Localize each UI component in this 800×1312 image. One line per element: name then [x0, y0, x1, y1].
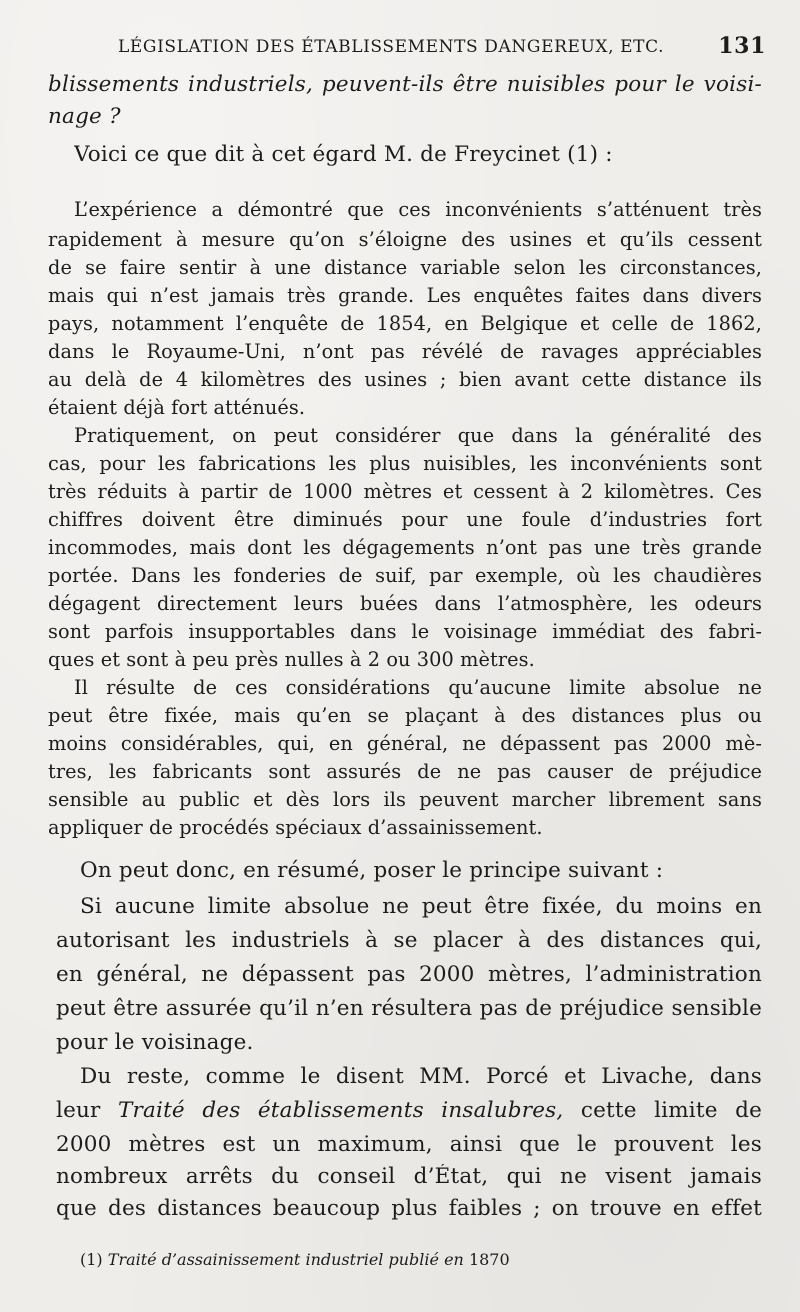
text-line: sont parfois insupportables dans le voisinage immédiat des fabri-	[48, 620, 762, 643]
text-line: incommodes, mais dont les dégagements n’ont pas une très grande	[48, 536, 762, 559]
text-line: mais qui n’est jamais très grande. Les enquêtes faites dans divers	[48, 284, 762, 307]
footnote-text: Traité d’assainissement industriel publié en	[107, 1250, 464, 1269]
text-line: cas, pour les fabrications les plus nuisibles, les inconvénients sont	[48, 452, 762, 475]
text-line: appliquer de procédés spéciaux d’assainissement.	[48, 816, 543, 839]
text-line: très réduits à partir de 1000 mètres et cessent à 2 kilomètres. Ces	[48, 480, 762, 503]
text-line: portée. Dans les fonderies de suif, par exemple, où les chaudières	[48, 564, 762, 587]
text-line: Si aucune limite absolue ne peut être fixée, du moins en	[80, 894, 762, 919]
text-line: moins considérables, qui, en général, ne dépassent pas 2000 mè-	[48, 732, 762, 755]
text-line: de se faire sentir à une distance variable selon les circonstances,	[48, 256, 762, 279]
text-line: peut être assurée qu’il n’en résultera pas de préjudice sensible	[56, 996, 762, 1021]
text-segment: leur	[56, 1098, 118, 1123]
text-segment: cette limite de	[563, 1098, 762, 1123]
page-header	[118, 33, 766, 63]
text-line: nage ?	[48, 104, 121, 129]
text-line: Voici ce que dit à cet égard M. de Freycinet (1) :	[74, 142, 613, 167]
text-line: tres, les fabricants sont assurés de ne pas causer de préjudice	[48, 760, 762, 783]
footnote	[80, 1250, 720, 1269]
text-line: rapidement à mesure qu’on s’éloigne des usines et qu’ils cessent	[48, 228, 762, 251]
text-line: chiffres doivent être diminués pour une foule d’industries fort	[48, 508, 762, 531]
text-line: peut être fixée, mais qu’en se plaçant à des distances plus ou	[48, 704, 762, 727]
text-line: que des distances beaucoup plus faibles ; on trouve en effet	[56, 1196, 762, 1221]
text-line: On peut donc, en résumé, poser le principe suivant :	[80, 858, 664, 883]
text-line: blissements industriels, peuvent-ils être nuisibles pour le voisi-	[48, 72, 762, 97]
text-line: autorisant les industriels à se placer à des distances qui,	[56, 928, 762, 953]
text-line: en général, ne dépassent pas 2000 mètres, l’administration	[56, 962, 762, 987]
text-line: dans le Royaume-Uni, n’ont pas révélé de ravages appréciables	[48, 340, 762, 363]
text-line: Du reste, comme le disent MM. Porcé et Livache, dans	[80, 1064, 762, 1089]
running-title: LÉGISLATION DES ÉTABLISSEMENTS DANGEREUX, ETC.	[118, 37, 665, 57]
text-line: Il résulte de ces considérations qu’aucune limite absolue ne	[74, 676, 762, 699]
text-line: au delà de 4 kilomètres des usines ; bien avant cette distance ils	[48, 368, 762, 391]
text-line: ques et sont à peu près nulles à 2 ou 300 mètres.	[48, 648, 535, 671]
text-line: pour le voisinage.	[56, 1030, 254, 1055]
footnote-year: 1870	[468, 1250, 510, 1269]
italic-title: Traité des établissements insalubres,	[117, 1098, 564, 1123]
text-line: étaient déjà fort atténués.	[48, 396, 306, 419]
text-line: 2000 mètres est un maximum, ainsi que le prouvent les	[56, 1132, 762, 1157]
text-line: dégagent directement leurs buées dans l’atmosphère, les odeurs	[48, 592, 762, 615]
footnote-marker: (1)	[80, 1250, 103, 1269]
text-line: sensible au public et dès lors ils peuvent marcher librement sans	[48, 788, 762, 811]
text-line: pays, notamment l’enquête de 1854, en Belgique et celle de 1862,	[48, 312, 762, 335]
page-number: 131	[718, 33, 766, 59]
text-line: L’expérience a démontré que ces inconvénients s’atténuent très	[74, 198, 762, 221]
text-line: nombreux arrêts du conseil d’État, qui ne visent jamais	[56, 1164, 762, 1189]
text-line: Pratiquement, on peut considérer que dans la généralité des	[74, 424, 762, 447]
text-line	[56, 1098, 762, 1123]
